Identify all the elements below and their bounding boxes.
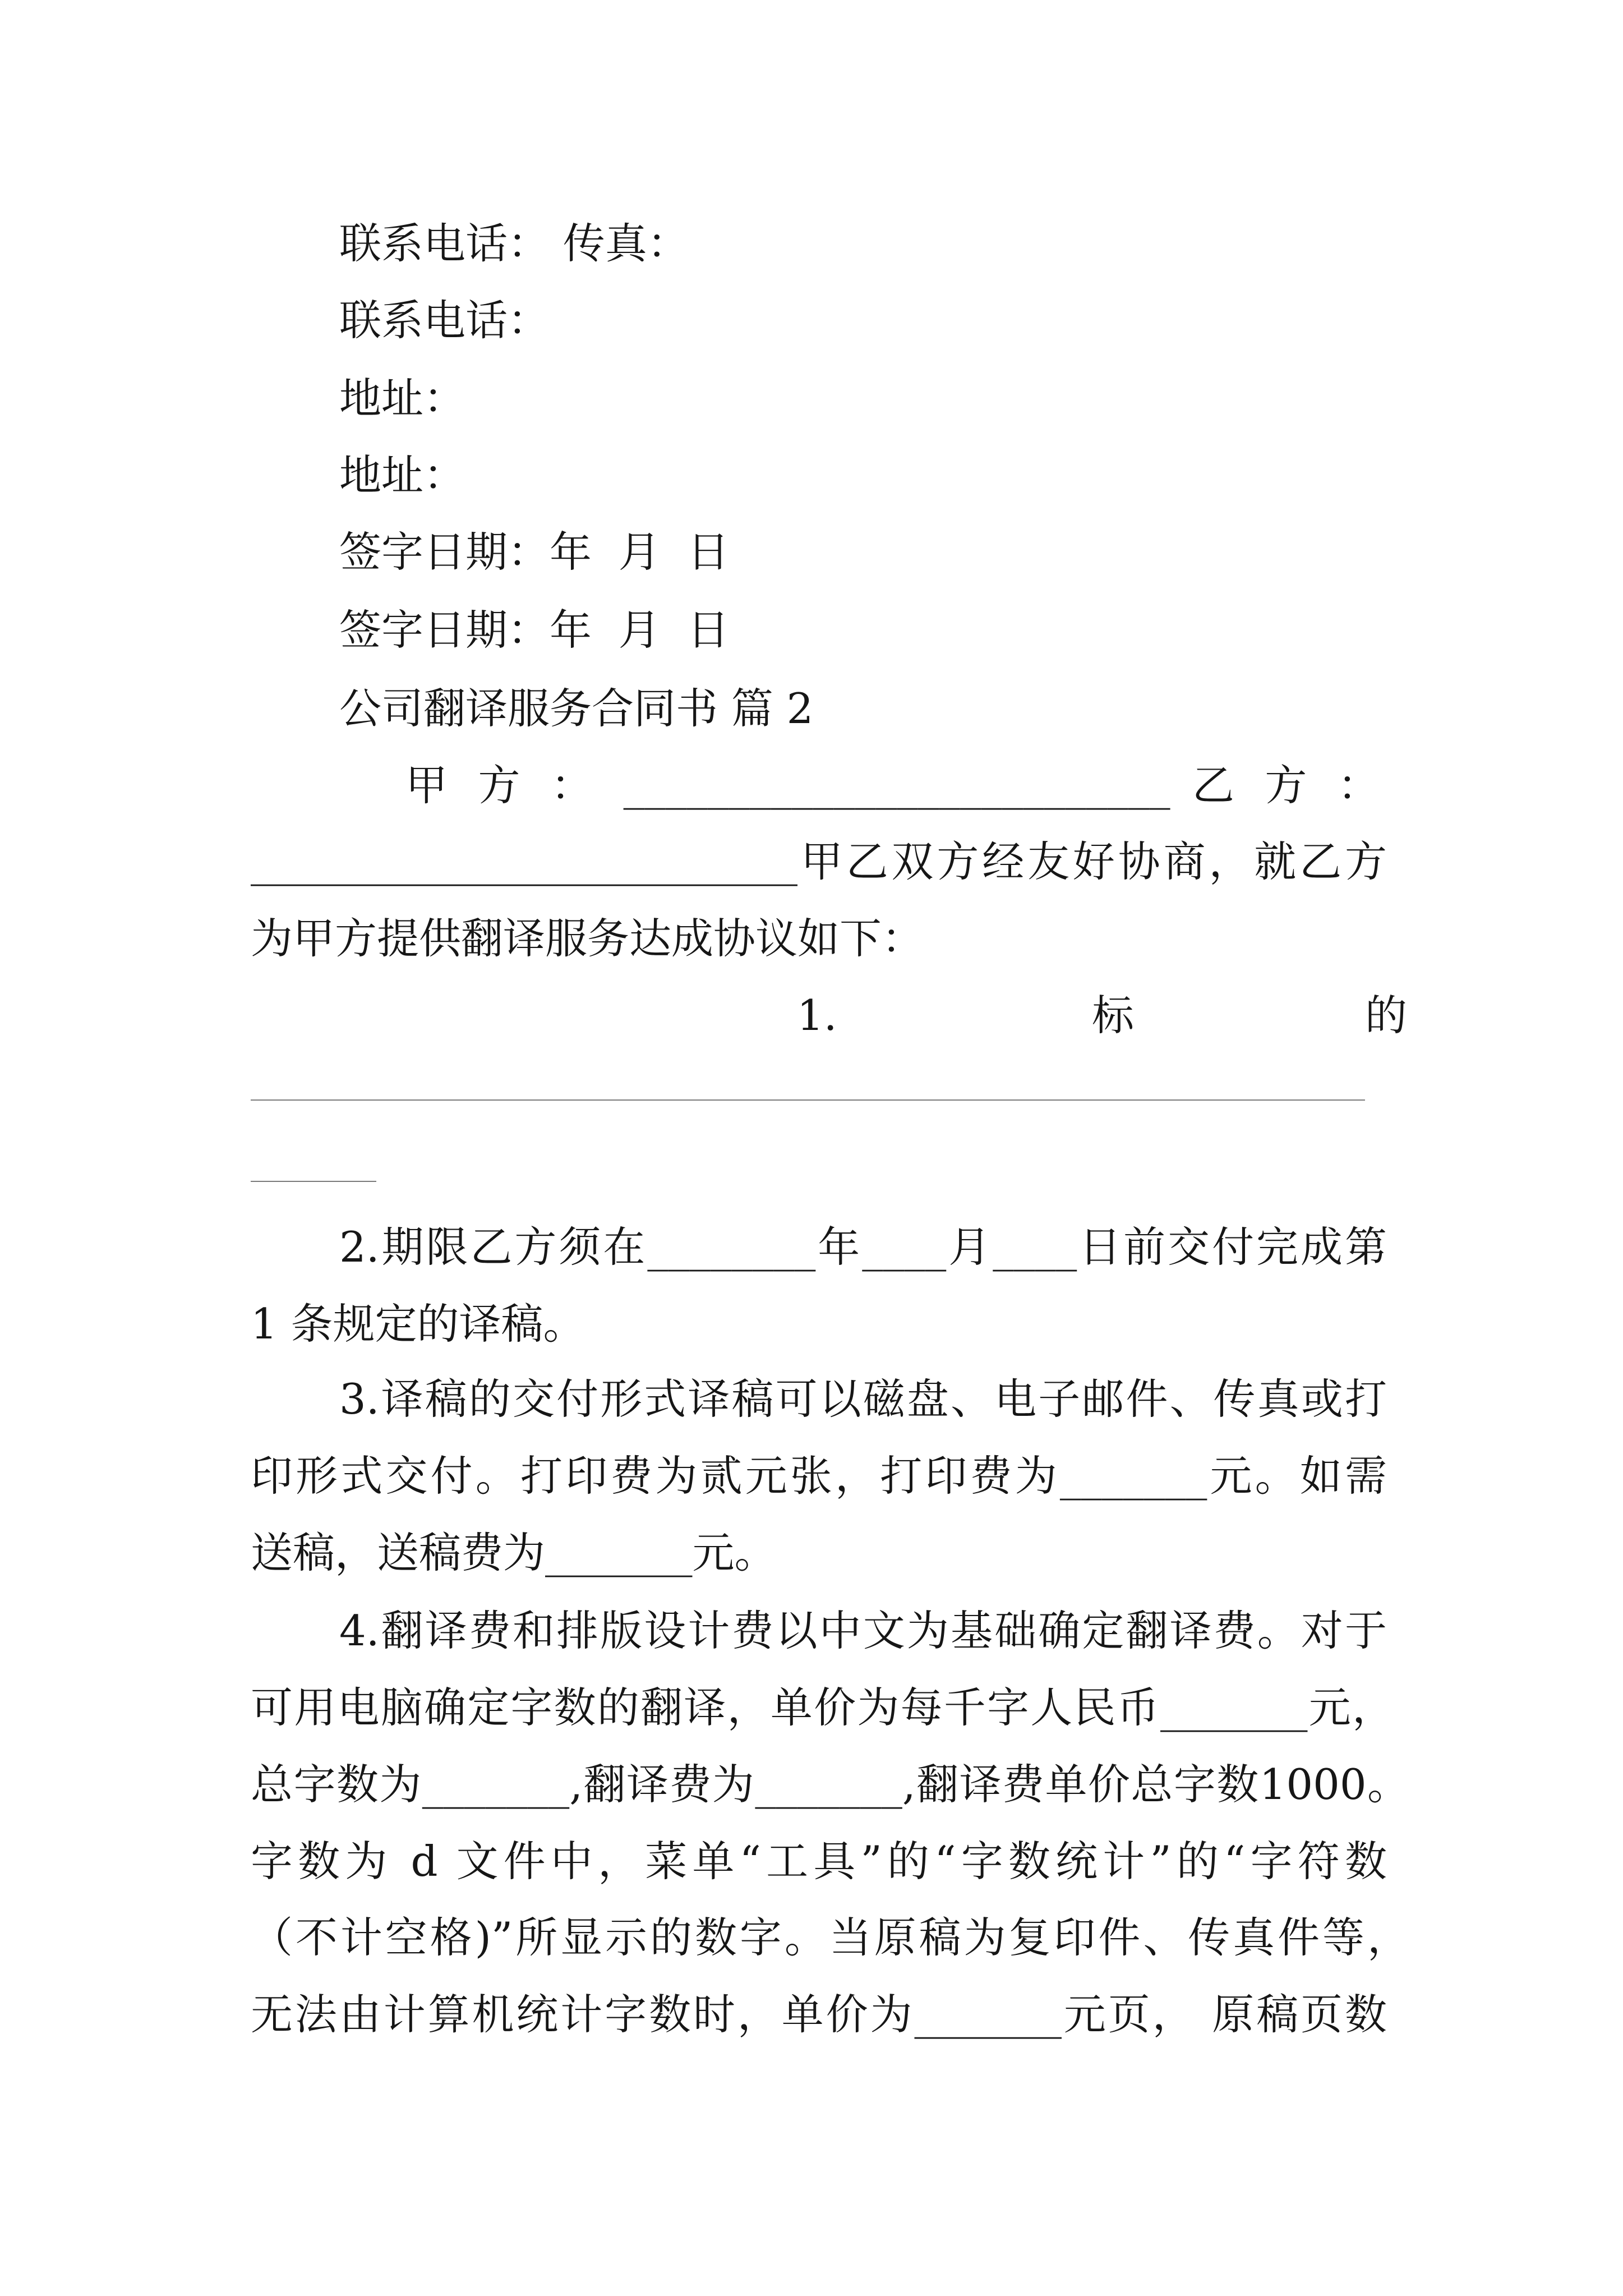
intro-line: __________________________甲乙双方经友好协商，就乙方 [251,837,1387,886]
blank-fill-rule [251,1181,376,1182]
blank-fill-rule [251,1099,1365,1101]
clause-line: 无法由计算机统计字数时，单价为_______元页， 原稿页数 [251,1990,1387,2039]
clause-number: 1. [797,991,837,1040]
signing-date-line: 签字日期：年 月 日 [339,527,730,577]
address-line: 地址： [339,450,466,500]
clause-line: 字数为 d 文件中，菜单“工具”的“字数统计”的“字符数 [251,1837,1387,1886]
clause-line: 1 条规定的译稿。 [251,1299,585,1349]
clause-line: 印形式交付。打印费为贰元张，打印费为_______元。如需 [251,1451,1387,1501]
parties-line: 甲 方 ： __________________________ 乙 方 ： [405,761,1380,810]
signing-date-line: 签字日期：年 月 日 [339,605,730,655]
clause-title-char: 的 [1365,991,1408,1040]
contract-heading: 公司翻译服务合同书 篇 2 [339,684,814,733]
clause-line: 送稿，送稿费为_______元。 [251,1528,777,1577]
contact-phone-fax-line: 联系电话： 传真： [339,219,689,268]
clause-line: 总字数为_______,翻译费为_______,翻译费单价总字数1000。 [251,1760,1409,1809]
intro-line: 为甲方提供翻译服务达成协议如下： [251,914,924,963]
clause-line: 4.翻译费和排版设计费以中文为基础确定翻译费。对于 [339,1606,1387,1655]
clause-line: 3.译稿的交付形式译稿可以磁盘、电子邮件、传真或打 [339,1374,1387,1424]
clause-line: 可用电脑确定字数的翻译，单价为每千字人民币_______元， [251,1683,1394,1732]
clause-line: 2.期限乙方须在________年____月____日前交付完成第 [339,1222,1387,1272]
clause-title-char: 标 [1092,991,1135,1040]
contact-phone-line: 联系电话： [339,296,550,345]
address-line: 地址： [339,374,466,423]
clause-line: （不计空格)”所显示的数字。当原稿为复印件、传真件等， [251,1913,1409,1962]
